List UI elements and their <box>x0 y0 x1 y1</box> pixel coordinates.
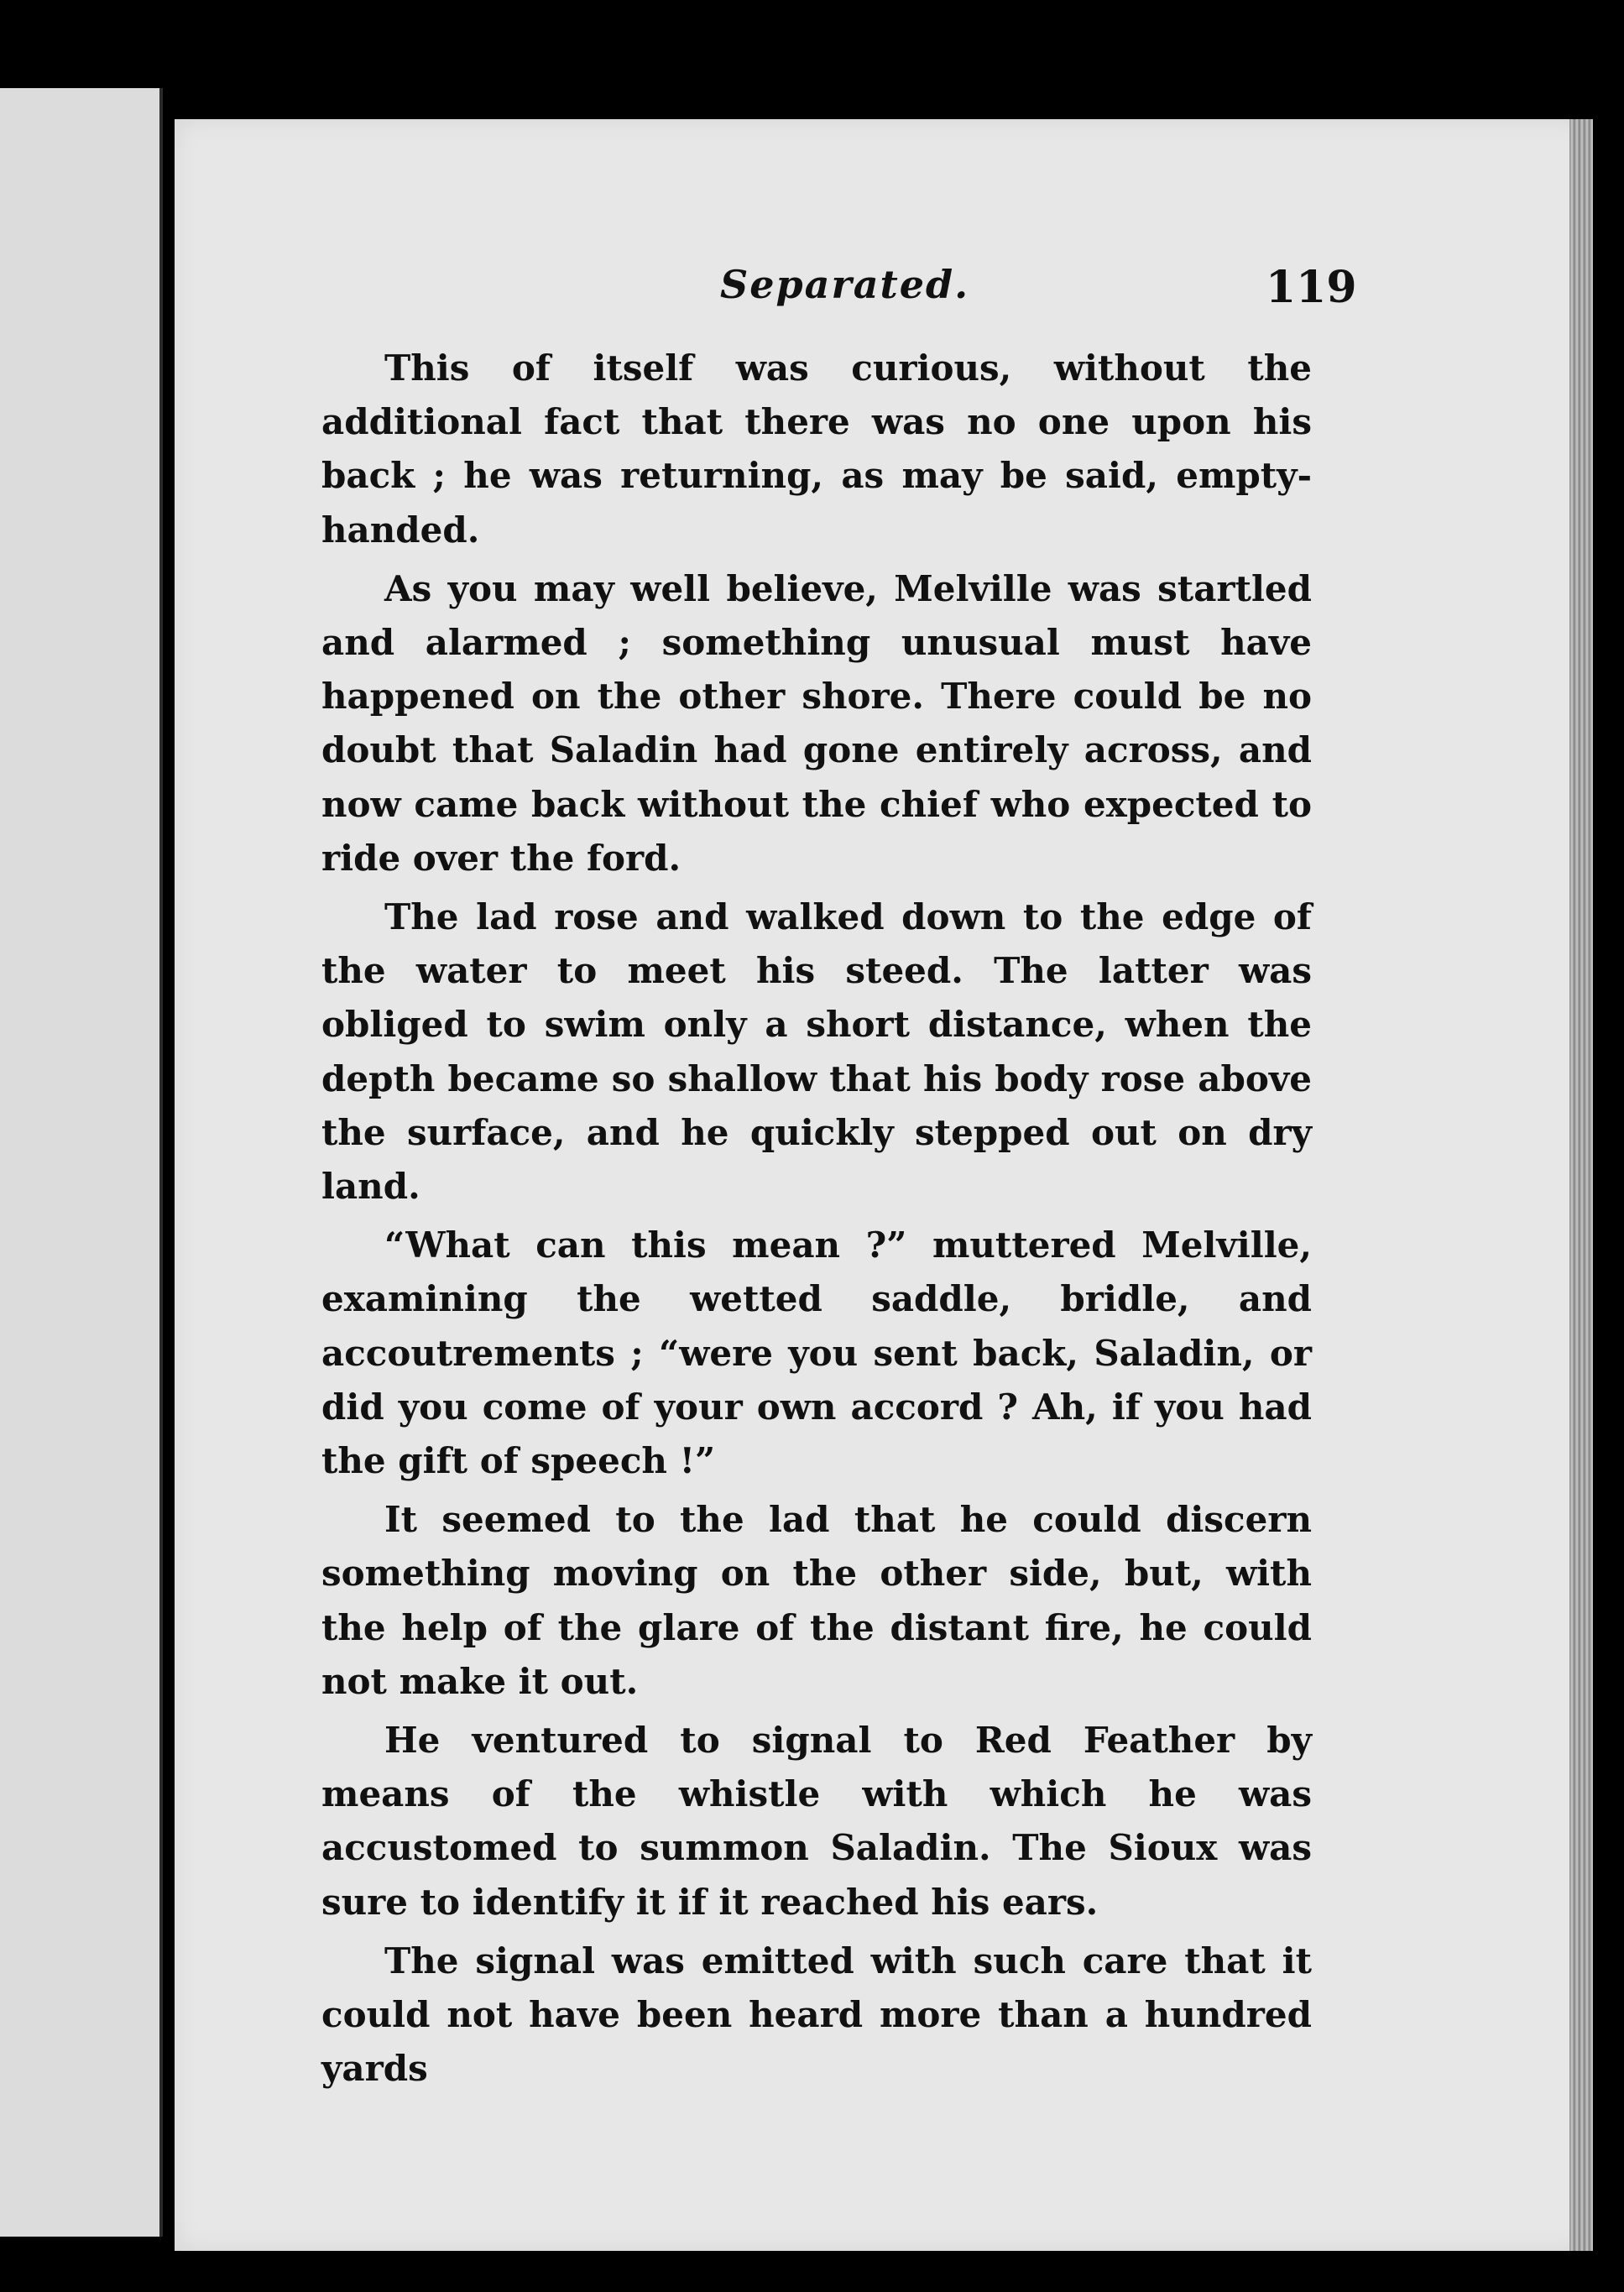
book-page <box>175 119 1593 2251</box>
paragraph: It seemed to the lad that he could discern something moving on the other side, but, with the help of the glare of the distant fire, he could not make it out. <box>321 1499 1312 1702</box>
running-header: Separated. <box>720 262 970 307</box>
paragraph: As you may well believe, Melville was startled and alarmed ; something unusual must have happened on the other shore. There could be no doubt that Saladin had gone entirely across, and now came back without the chief who expected to ride over the ford. <box>321 567 1312 879</box>
paragraph: The lad rose and walked down to the edge of the water to meet his steed. The latter was obliged to swim only a short distance, when the depth became so shallow that his body rose above the surface, and he quickly stepped out on dry land. <box>321 896 1312 1208</box>
paragraph: “What can this mean ?” muttered Melville, examining the wetted saddle, bridle, and accoutrements ; “were you sent back, Saladin, or did you come of your own accord ? Ah, if you had the gift of speech !” <box>321 1224 1312 1482</box>
paragraph: This of itself was curious, without the additional fact that there was no one upon his back ; he was returning, as may be said, empty-handed. <box>321 347 1312 551</box>
paragraph: He ventured to signal to Red Feather by means of the whistle with which he was accustomed to summon Saladin. The Sioux was sure to identify it if it reached his ears. <box>321 1720 1312 1923</box>
facing-page-edge <box>0 88 163 2237</box>
page-edge-shading <box>1569 119 1593 2251</box>
paragraph: The signal was emitted with such care that it could not have been heard more than a hundred yards <box>321 1940 1312 2090</box>
page-number: 119 <box>1266 262 1357 313</box>
body-text <box>321 342 1312 2101</box>
